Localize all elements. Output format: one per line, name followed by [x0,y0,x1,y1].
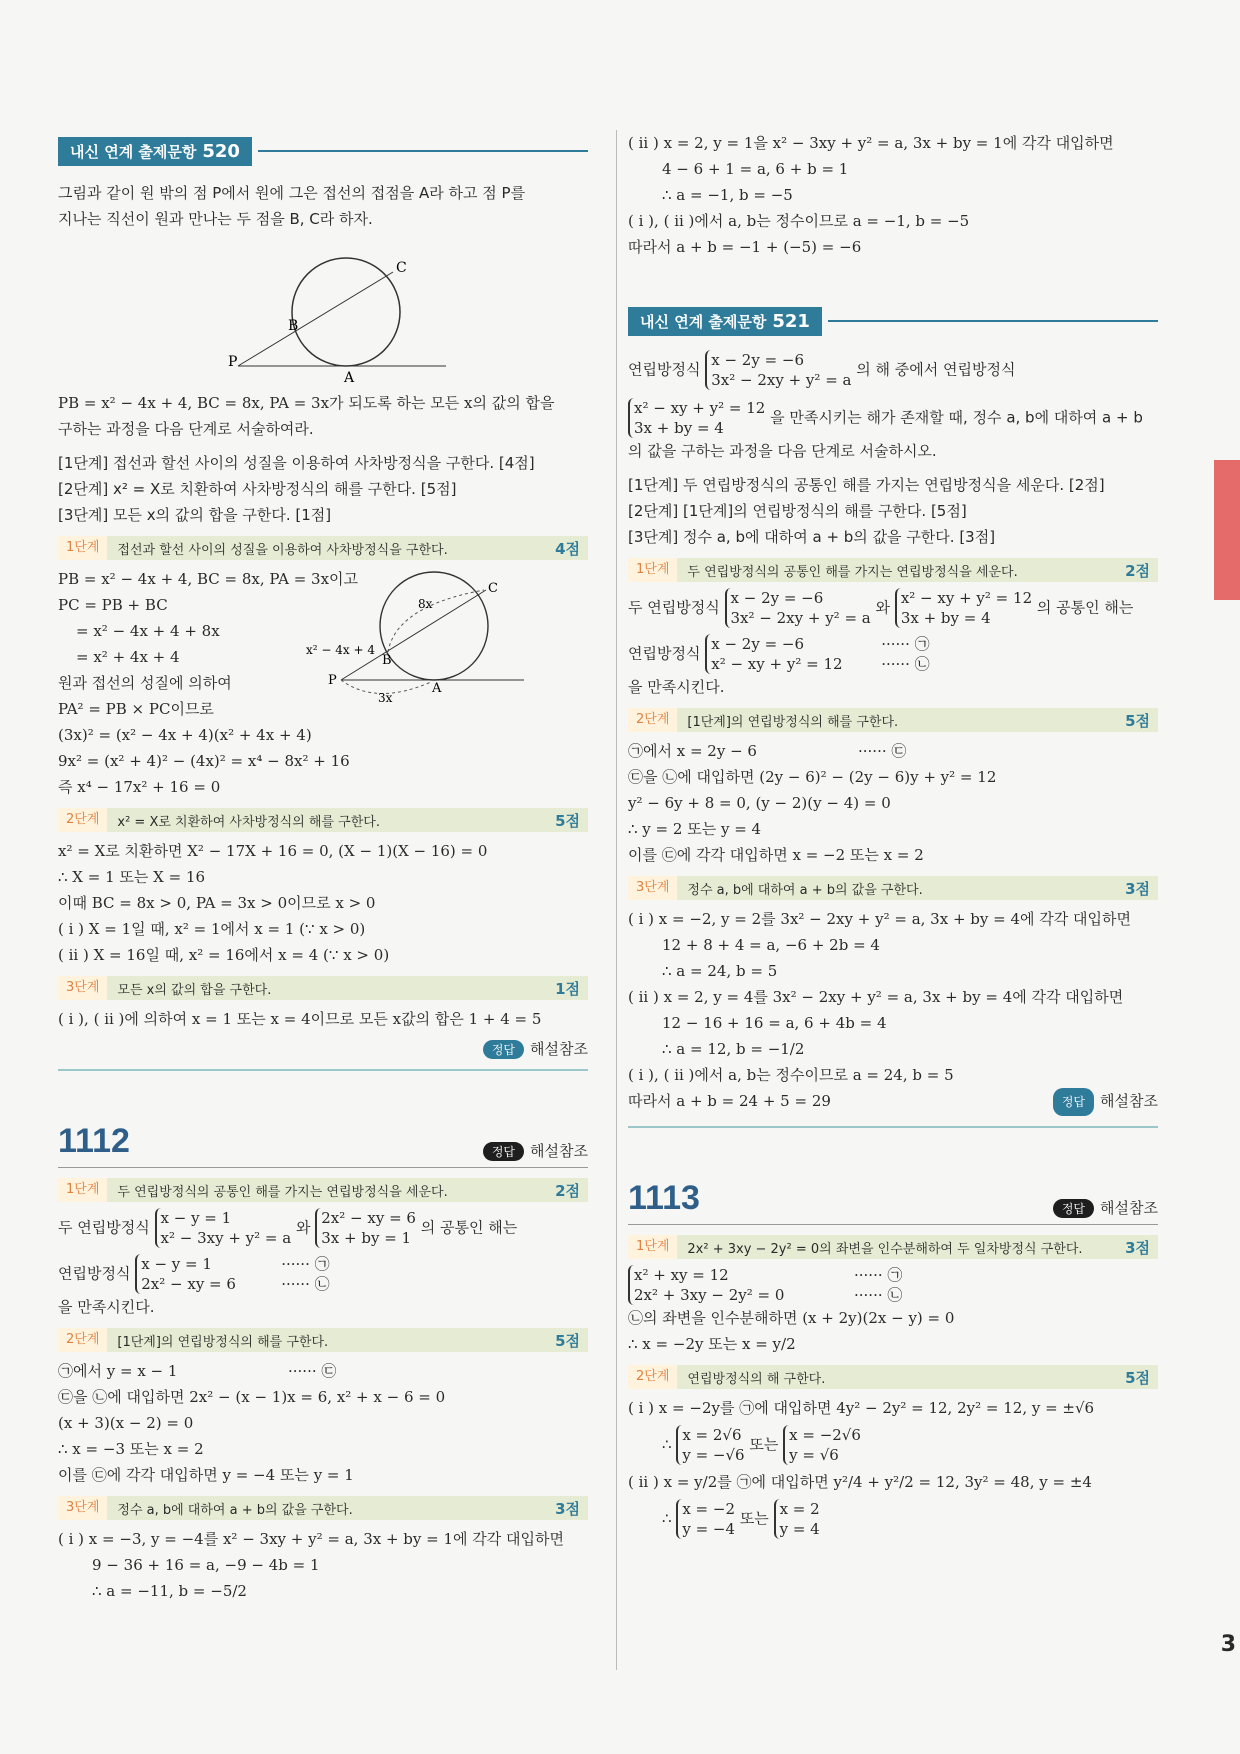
label-p2: P [328,673,337,688]
circle-diagram-labeled [306,566,526,716]
problem-520-header [58,136,588,166]
page-number: 3 [1220,1632,1236,1657]
problem-tag: 내신 연계 출제문항 520 [58,137,252,166]
header-rule [58,1167,588,1168]
label-pa: 3x [378,691,393,705]
problem-number: 1112 [58,1122,130,1160]
step-1-bar: 1단계 두 연립방정식의 공통인 해를 가지는 연립방정식을 세운다. 2점 [58,1178,588,1202]
section-separator [628,1126,1158,1128]
problem-1112-header: 1112 정답 해설참조 [58,1122,588,1160]
problem-520-text: 그림과 같이 원 밖의 점 P에서 원에 그은 접선의 접점을 A라 하고 점 P를 지나는 직선이 원과 만나는 두 점을 B, C라 하자. [58,184,526,228]
label-pb: x² − 4x + 4 [306,643,375,657]
step-2-bar: 2단계 [1단계]의 연립방정식의 해를 구한다. 5점 [628,708,1158,732]
problem-number: 1113 [628,1179,700,1217]
header-rule [628,1224,1158,1225]
label-bc: 8x [418,597,433,611]
label-c: C [396,260,407,276]
circle-diagram [228,242,448,382]
step-1-body: 두 연립방정식 x − y = 1 x² − 3xy + y² = a 와 2x² − xy = 6 3x + by = 1 의 공통인 해는 연립방정식 x − y = 1 ······ ㉠ 2x² − xy = 6 ······ ㉡ 을 만족시킨다. [58,1209,518,1316]
label-a2: A [432,681,442,696]
column-divider [616,130,617,1670]
step-1-body: 두 연립방정식 x − 2y = −6 3x² − 2xy + y² = a 와 x² − xy + y² = 12 3x + by = 4 의 공통인 해는 연립방정식 x − 2y = −6 ······ ㉠ x² − xy + y² = 12 ······ ㉡ 을 만족시킨다. [628,589,1134,696]
step-2-body: ( i ) x = −2y를 ㉠에 대입하면 4y² − 2y² = 12, 2y² = 12, y = ±√6 ∴ x = 2√6 y = −√6 또는 x = −2√6 y = √6 ( ii ) x = y/2를 ㉠에 대입하면 y²/4 + y²/2 = 12, 3y² = 48, y = ±4 ∴ x = −2 y = −4 또는 x = 2 y = 4 [628,1399,1095,1538]
label-a: A [344,370,355,382]
label-b2: B [382,653,392,668]
problem-1113-header: 1113 정답 해설참조 [628,1179,1158,1217]
step-2-bar: 2단계 연립방정식의 해 구한다. 5점 [628,1365,1158,1389]
step-3-body: ( i ) x = −3, y = −4를 x² − 3xy + y² = a, 3x + by = 1에 각각 대입하면 9 − 36 + 16 = a, −9 − 4b = 1 ∴ a = −11, b = −5/2 [58,1530,564,1600]
step-1-body: x² + xy = 12 ······ ㉠ 2x² + 3xy − 2y² = 0 ······ ㉡ ㉡의 좌변을 인수분해하면 (x + 2y)(2x − y) = 0 ∴ x = −2y 또는 x = y/2 [628,1266,955,1353]
step-2-bar: 2단계 [1단계]의 연립방정식의 해를 구한다. 5점 [58,1328,588,1352]
problem-521-header [628,306,1158,336]
problem-520-conditions: PB = x² − 4x + 4, BC = 8x, PA = 3x가 되도록 하는 모든 x의 값의 합을 구하는 과정을 다음 단계로 서술하여라. [1단계] 접선과 할선 사이의 성질을 이용하여 사차방정식을 구한다. [4점] [2단계] x² = X로 치환하여 사차방정식의 해를 구한다. [5점] [3단계] 모든 x의 값의 합을 구한다. [1점] [58,394,555,524]
label-p: P [228,354,238,370]
step-2-bar: 2단계 x² = X로 치환하여 사차방정식의 해를 구한다. 5점 [58,808,588,832]
section-separator [58,1069,588,1071]
step-1-bar: 1단계 2x² + 3xy − 2y² = 0의 좌변을 인수분해하여 두 일차방정식 구한다. 3점 [628,1235,1158,1259]
step-2-body: x² = X로 치환하면 X² − 17X + 16 = 0, (X − 1)(X − 16) = 0 ∴ X = 1 또는 X = 16 이때 BC = 8x > 0, PA = 3x > 0이므로 x > 0 ( i ) X = 1일 때, x² = 1에서 x = 1 (∵ x > 0) ( ii ) X = 16일 때, x² = 16에서 x = 4 (∵ x > 0) [58,842,488,964]
label-c2: C [488,581,498,596]
step-1-body: PB = x² − 4x + 4, BC = 8x, PA = 3x이고 PC = PB + BC = x² − 4x + 4 + 8x = x² + 4x + 4 원과 접선의 성질에 의하여 PA² = PB × PC이므로 (3x)² = (x² − 4x + 4)(x² + 4x + 4) 9x² = (x² + 4)² − (4x)² = x⁴ − 8x² + 16 즉 x⁴ − 17x² + 16 = 0 P A B C 8x x² − 4x + 4 3x [58,566,588,800]
answer-row: 정답 해설참조 [58,1038,588,1059]
side-tab [1214,460,1240,600]
step-3-bar: 3단계 정수 a, b에 대하여 a + b의 값을 구한다. 3점 [628,876,1158,900]
problem-521-text: 연립방정식 x − 2y = −6 3x² − 2xy + y² = a 의 해 중에서 연립방정식 x² − xy + y² = 12 3x + by = 4 을 만족시키는 해가 존재할 때, 정수 a, b에 대하여 a + b 의 값을 구하는 과정을 다음 단계로 서술하시오. [1단계] 두 연립방정식의 공통인 해를 가지는 연립방정식을 세운다. [2점] [2단계] [1단계]의 연립방정식의 해를 구한다. [5점] [3단계] 정수 a, b에 대하여 a + b의 값을 구한다. [3점] [628,351,1143,546]
label-b: B [288,318,299,334]
step-1-bar: 1단계 두 연립방정식의 공통인 해를 가지는 연립방정식을 세운다. 2점 [628,558,1158,582]
right-column [628,130,1158,1543]
step-3-bar: 3단계 정수 a, b에 대하여 a + b의 값을 구한다. 3점 [58,1496,588,1520]
step-2-body: ㉠에서 y = x − 1 ······ ㉢ ㉢을 ㉡에 대입하면 2x² − (x − 1)x = 6, x² + x − 6 = 0 (x + 3)(x − 2) = 0 ∴ x = −3 또는 x = 2 이를 ㉢에 각각 대입하면 y = −4 또는 y = 1 [58,1362,446,1484]
left-column [58,130,588,1604]
continuation-1112: ( ii ) x = 2, y = 1을 x² − 3xy + y² = a, 3x + by = 1에 각각 대입하면 4 − 6 + 1 = a, 6 + b = 1 ∴ a = −1, b = −5 ( i ), ( ii )에서 a, b는 정수이므로 a = −1, b = −5 따라서 a + b = −1 + (−5) = −6 [628,134,1114,256]
step-3-body: ( i ), ( ii )에 의하여 x = 1 또는 x = 4이므로 모든 x값의 합은 1 + 4 = 5 [58,1010,542,1028]
step-2-body: ㉠에서 x = 2y − 6 ······ ㉢ ㉢을 ㉡에 대입하면 (2y − 6)² − (2y − 6)y + y² = 12 y² − 6y + 8 = 0, (y − 2)(y − 4) = 0 ∴ y = 2 또는 y = 4 이를 ㉢에 각각 대입하면 x = −2 또는 x = 2 [628,742,997,864]
step-1-bar: 1단계 접선과 할선 사이의 성질을 이용하여 사차방정식을 구한다. 4점 [58,536,588,560]
problem-tag: 내신 연계 출제문항 521 [628,307,822,336]
step-3-body: ( i ) x = −2, y = 2를 3x² − 2xy + y² = a, 3x + by = 4에 각각 대입하면 12 + 8 + 4 = a, −6 + 2b = 4 ∴ a = 24, b = 5 ( ii ) x = 2, y = 4를 3x² − 2xy + y² = a, 3x + by = 4에 각각 대입하면 12 − 16 + 16 = a, 6 + 4b = 4 ∴ a = 12, b = −1/2 ( i ), ( ii )에서 a, b는 정수이므로 a = 24, b = 5 따라서 a + b = 24 + 5 = 29 정답 해설참조 [628,906,1158,1116]
step-3-bar: 3단계 모든 x의 값의 합을 구한다. 1점 [58,976,588,1000]
